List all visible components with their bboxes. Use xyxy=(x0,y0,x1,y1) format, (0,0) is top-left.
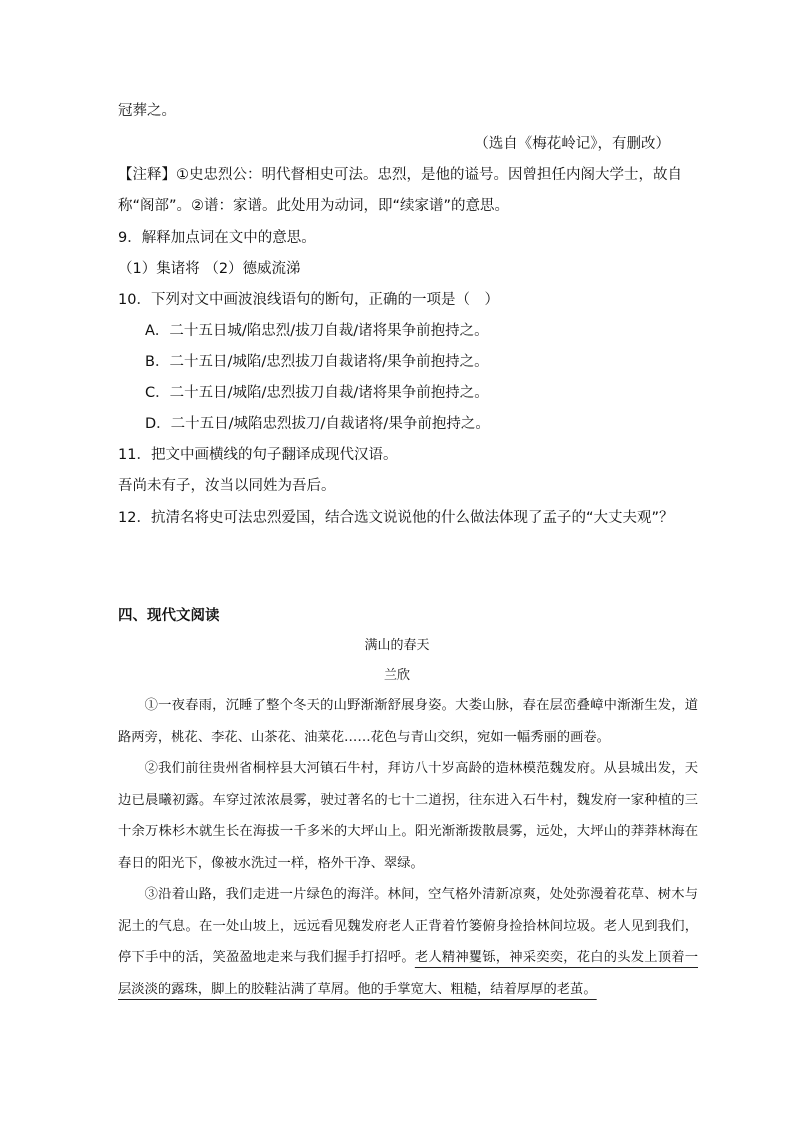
paragraph-3 xyxy=(118,879,698,1005)
paragraph-1: ①一夜春雨，沉睡了整个冬天的山野渐渐舒展身姿。大娄山脉，春在层峦叠嶂中渐渐生发，道路两旁，桃花、李花、山茶花、油菜花……花色与青山交织，宛如一幅秀丽的画卷。 xyxy=(118,698,698,745)
question-10-option-c[interactable]: C．二十五日/城陷/忠烈拔刀自裁/诸将果争前抱持之。 xyxy=(145,385,489,401)
question-9: 9．解释加点词在文中的意思。 xyxy=(118,230,316,246)
previous-text-end: 冠葬之。 xyxy=(118,103,176,119)
paragraph-2: ②我们前往贵州省桐梓县大河镇石牛村，拜访八十岁高龄的造林模范魏发府。从县城出发，天边已晨曦初露。车穿过浓浓晨雾，驶过著名的七十二道拐，往东进入石牛村，魏发府一家种植的三十余万株杉木就生长在海拔一千多米的大坪山上。阳光渐渐拨散晨雾，远处，大坪山的莽莽林海在春日的阳光下，像被水洗过一样，格外干净、翠绿。 xyxy=(118,761,698,871)
source-citation: （选自《梅花岭记》，有删改） xyxy=(474,136,670,152)
question-12: 12．抗清名将史可法忠烈爱国，结合选文说说他的什么做法体现了孟子的“大丈夫观”？ xyxy=(118,510,674,526)
question-11: 11．把文中画横线的句子翻译成现代汉语。 xyxy=(118,447,398,463)
question-10-option-b[interactable]: B．二十五日/城陷/忠烈拔刀自裁诸将/果争前抱持之。 xyxy=(145,354,489,370)
paragraph-3-underlined: 老人精神矍铄，神采奕奕，花白的头发上顶着一层淡淡的露珠，脚上的胶鞋沾满了草屑。他的手掌宽大、粗糙，结着厚厚的老茧。 xyxy=(118,950,698,997)
article-author: 兰欣 xyxy=(383,668,410,683)
annotation-line-1: 【注释】①史忠烈公：明代督相史可法。忠烈，是他的谥号。因曾担任内阁大学士，故自 xyxy=(118,167,682,183)
paragraph-3-text: ③沿着山路，我们走进一片绿色的海洋。林间，空气格外清新凉爽，处处弥漫着花草、树木与泥土的气息。在一处山坡上，远远看见魏发府老人正背着竹篓俯身捡拾林间垃圾。老人见到我们，停下手中的活，笑盈盈地走来与我们握手打招呼。 xyxy=(118,887,698,965)
annotation-line-2: 称“阁部”。②谱：家谱。此处用为动词，即“续家谱”的意思。 xyxy=(118,198,510,214)
section-heading: 四、现代文阅读 xyxy=(118,608,220,624)
question-10: 10．下列对文中画波浪线语句的断句，正确的一项是（ ） xyxy=(118,292,499,308)
question-9-items: （1）集诸将 （2）德威流涕 xyxy=(118,261,301,277)
question-10-option-d[interactable]: D．二十五日/城陷忠烈拔刀/自裁诸将/果争前抱持之。 xyxy=(145,416,490,432)
article-title: 满山的春天 xyxy=(364,638,430,653)
question-10-option-a[interactable]: A．二十五日城/陷忠烈/拔刀自裁/诸将果争前抱持之。 xyxy=(145,323,489,339)
question-11-sentence: 吾尚未有子，汝当以同姓为吾后。 xyxy=(118,478,336,494)
article-body xyxy=(118,690,698,1005)
